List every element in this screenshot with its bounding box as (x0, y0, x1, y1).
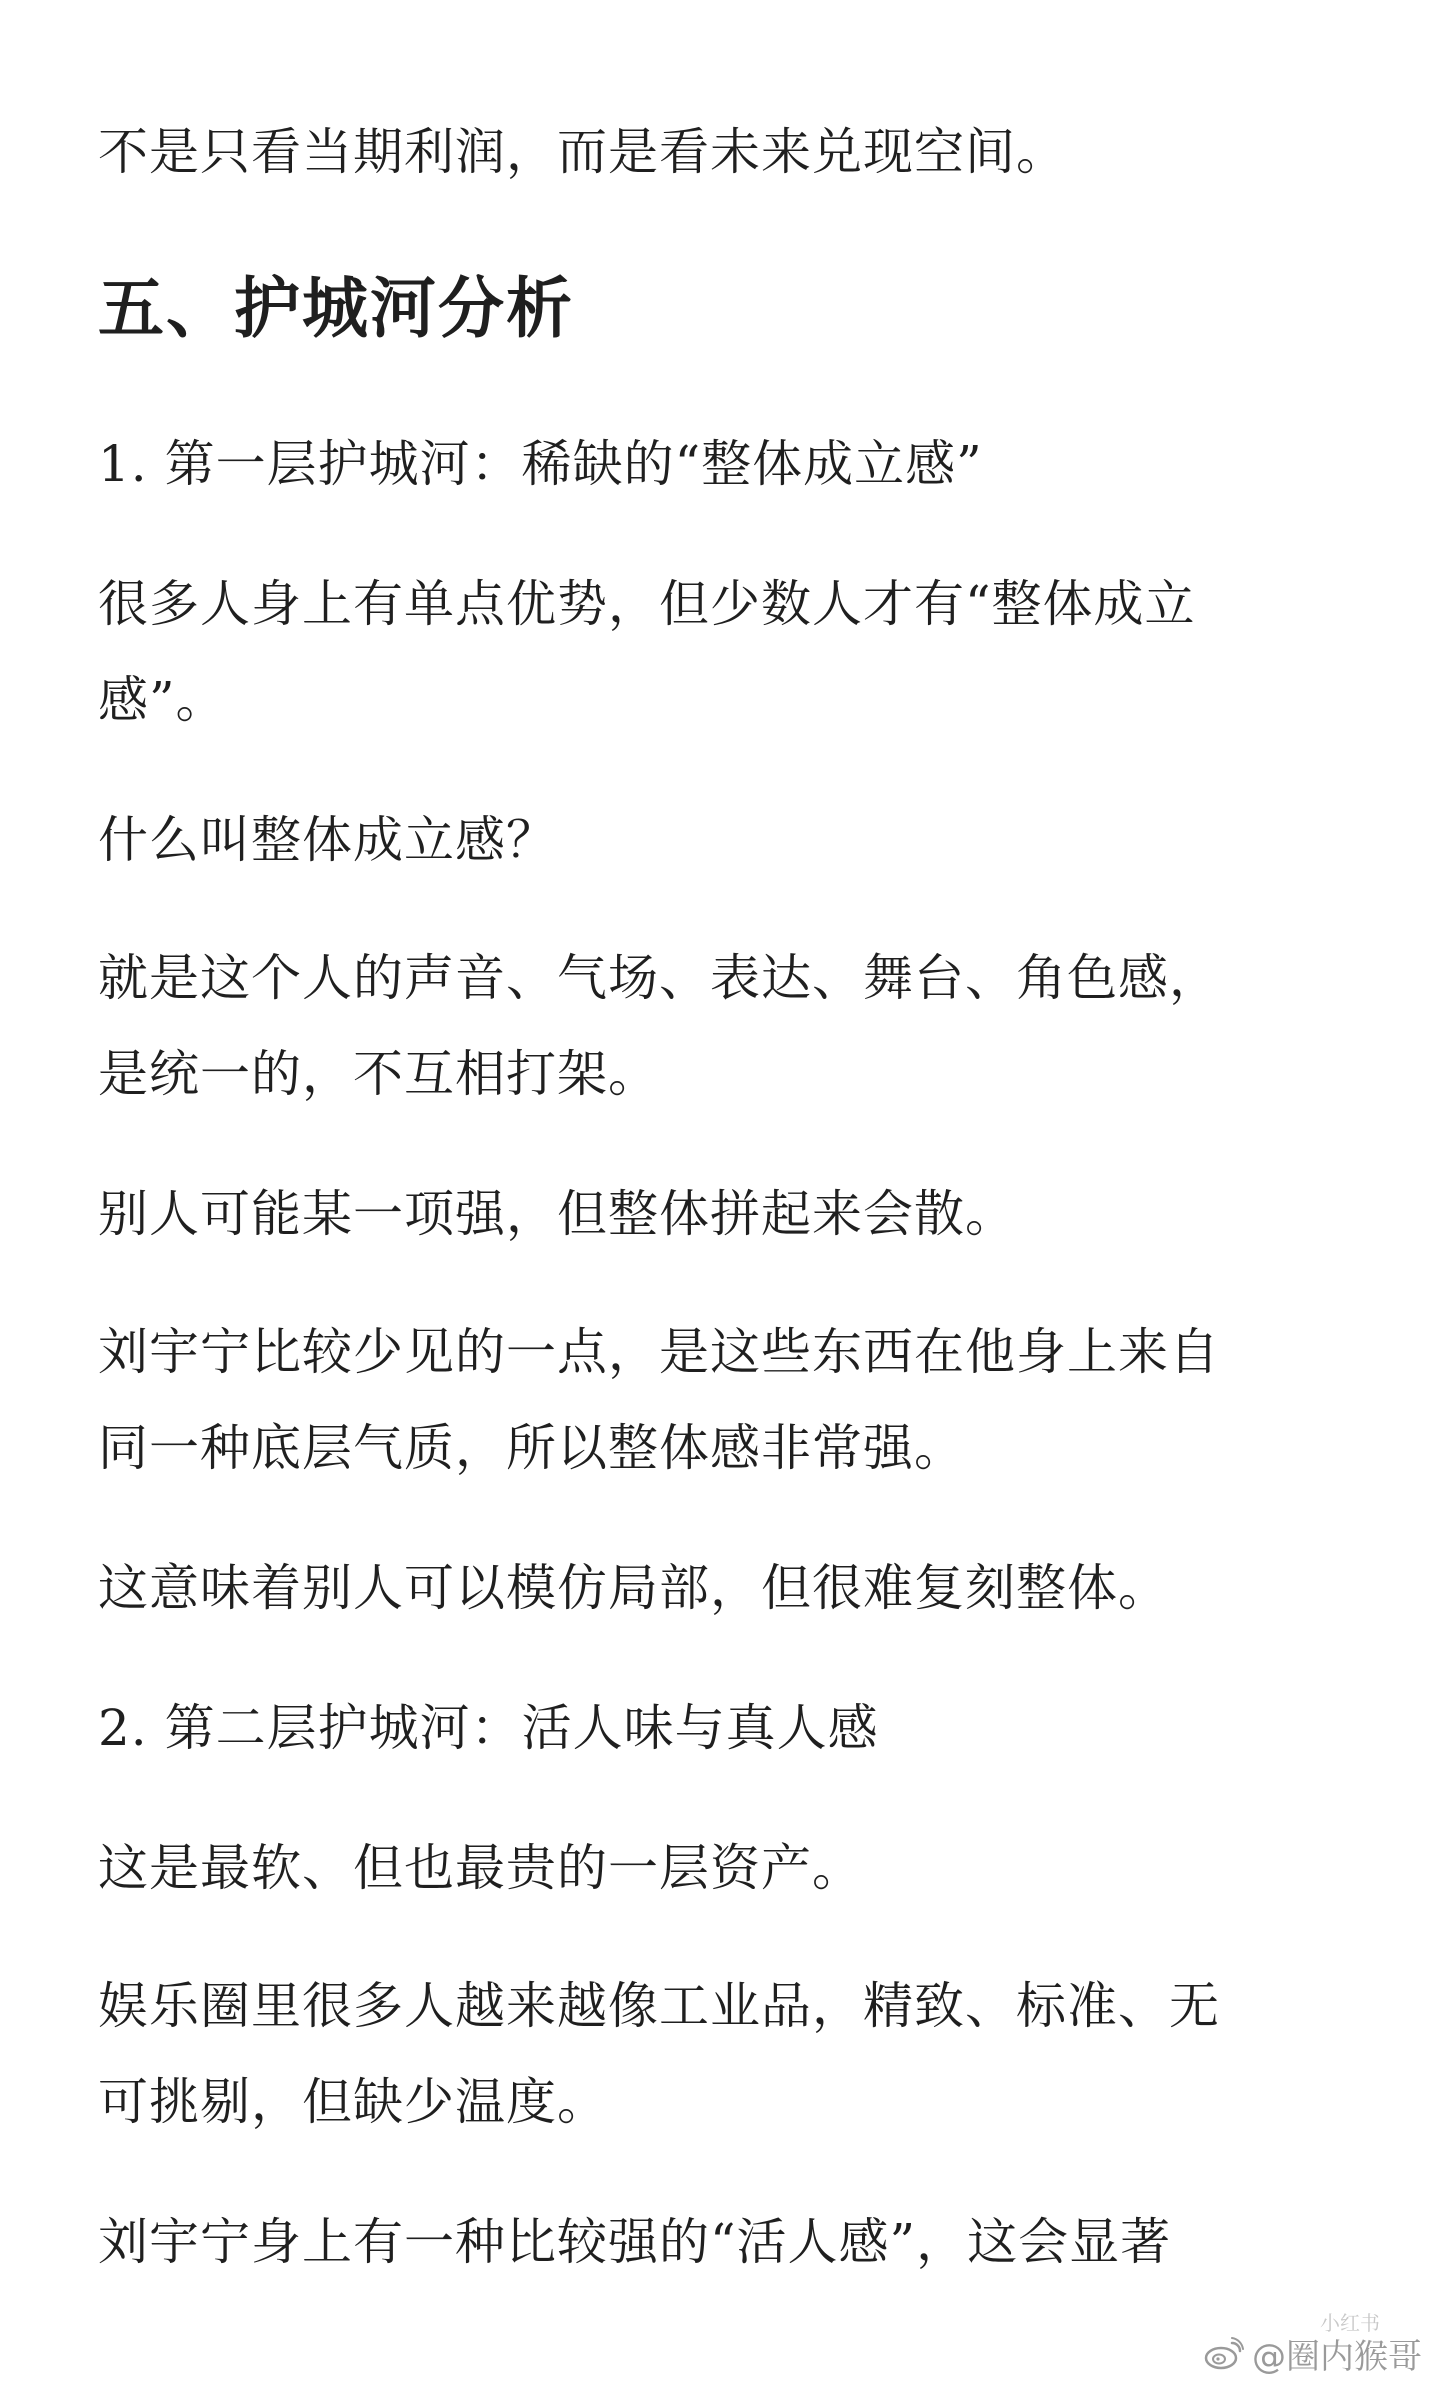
paragraph: 刘宇宁比较少见的一点，是这些东西在他身上来自 (98, 1323, 1220, 1381)
paragraph: 不是只看当期利润，而是看未来兑现空间。 (98, 123, 1067, 181)
paragraph: 同一种底层气质，所以整体感非常强。 (98, 1419, 965, 1477)
paragraph: 这意味着别人可以模仿局部，但很难复刻整体。 (98, 1559, 1169, 1617)
paragraph: 娱乐圈里很多人越来越像工业品，精致、标准、无 (98, 1977, 1220, 2035)
paragraph: 是统一的，不互相打架。 (98, 1045, 659, 1103)
paragraph: 刘宇宁身上有一种比较强的“活人感”，这会显著 (98, 2213, 1172, 2271)
watermark-small: 小红书 (1320, 2311, 1380, 2335)
watermark-handle: @圈内猴哥 (1252, 2337, 1422, 2377)
sub-heading: 2. 第二层护城河：活人味与真人感 (98, 1699, 879, 1757)
paragraph: 很多人身上有单点优势，但少数人才有“整体成立 (98, 575, 1196, 633)
paragraph: 什么叫整体成立感？ (98, 811, 557, 869)
watermark (1204, 2329, 1422, 2378)
paragraph: 感”。 (98, 671, 227, 729)
paragraph: 别人可能某一项强，但整体拼起来会散。 (98, 1185, 1016, 1243)
sub-heading: 1. 第一层护城河：稀缺的“整体成立感” (98, 435, 983, 493)
section-heading: 五、护城河分析 (98, 269, 574, 347)
weibo-icon (1204, 2337, 1244, 2371)
paragraph: 这是最软、但也最贵的一层资产。 (98, 1839, 863, 1897)
paragraph: 就是这个人的声音、气场、表达、舞台、角色感， (98, 949, 1220, 1007)
paragraph: 可挑剔，但缺少温度。 (98, 2073, 608, 2131)
